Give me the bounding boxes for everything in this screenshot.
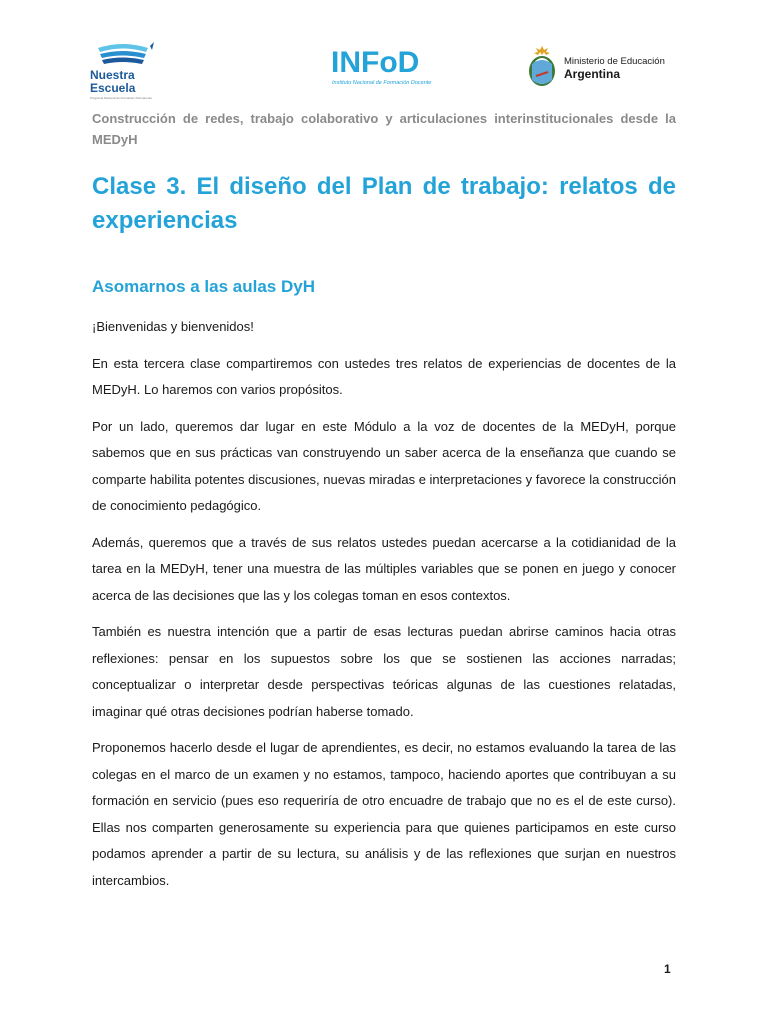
nuestra-logo-line2: Escuela [90,81,136,95]
infod-logo-subtitle: Instituto Nacional de Formación Docente [332,80,432,86]
ministerio-line1: Ministerio de Educación [564,56,665,67]
paragraph: Además, queremos que a través de sus relatos ustedes puedan acercarse a la cotidianidad de la tarea en la MEDyH, tener una muestra de las múltiples variables que se ponen en juego y conocer acerca de las decisiones que las y los colegas toman en esos contextos. [92,534,676,603]
infod-logo [328,42,443,92]
infod-logo-icon [328,42,443,92]
paragraph: Proponemos hacerlo desde el lugar de aprendientes, es decir, no estamos evaluando la tarea de las colegas en el marco de un examen y no estamos, tampoco, haciendo aportes que contribuyan a su formación en servicio (pues eso requeriría de otro encuadre de trabajo que no es el de este curso). Ellas nos comparten generosamente su experiencia para que quienes participamos en este curso podamos aprender a partir de su lectura, su análisis y de las reflexiones que surjan en nuestros intercambios. [92,740,676,888]
paragraph: En esta tercera clase compartiremos con ustedes tres relatos de experiencias de docentes de la MEDyH. Lo haremos con varios propósitos. [92,355,676,397]
class-title: Clase 3. El diseño del Plan de trabajo: relatos de experiencias [92,173,676,234]
nuestra-escuela-logo [88,40,168,100]
course-title: Construcción de redes, trabajo colaborativo y articulaciones interinstitucionales desde la MEDyH [92,111,676,147]
page-number: 1 [664,962,671,976]
ministerio-line2: Argentina [564,67,621,81]
ministerio-logo [524,42,704,92]
paragraph: Por un lado, queremos dar lugar en este Módulo a la voz de docentes de la MEDyH, porque sabemos que en sus prácticas van construyendo un saber acerca de la enseñanza que cuando se comparte habilita potentes discusiones, nuevas miradas e interpretaciones y favorece la construcción de conocimiento pedagógico. [92,418,676,513]
paragraph: También es nuestra intención que a partir de esas lecturas puedan abrirse caminos hacia otras reflexiones: pensar en los supuestos sobre los que se sostienen las acciones narradas; conceptualizar o interpretar desde perspectivas teóricas algunas de las cuestiones relatadas, imaginar qué otras decisiones podrían haberse tomado. [92,624,676,719]
nuestra-logo-tagline: Programa Nacional de Formación Permanente [90,96,153,100]
document-body [92,108,676,904]
ministerio-logo-graphic [524,42,704,92]
section-title: Asomarnos a las aulas DyH [92,277,315,296]
argentina-coat-of-arms-icon [529,46,555,86]
nuestra-logo-line1: Nuestra [90,68,135,82]
paragraph-greeting: ¡Bienvenidas y bienvenidos! [92,319,254,334]
infod-logo-name: INFoD [331,46,420,79]
nuestra-escuela-waves-logo-icon [88,40,168,100]
